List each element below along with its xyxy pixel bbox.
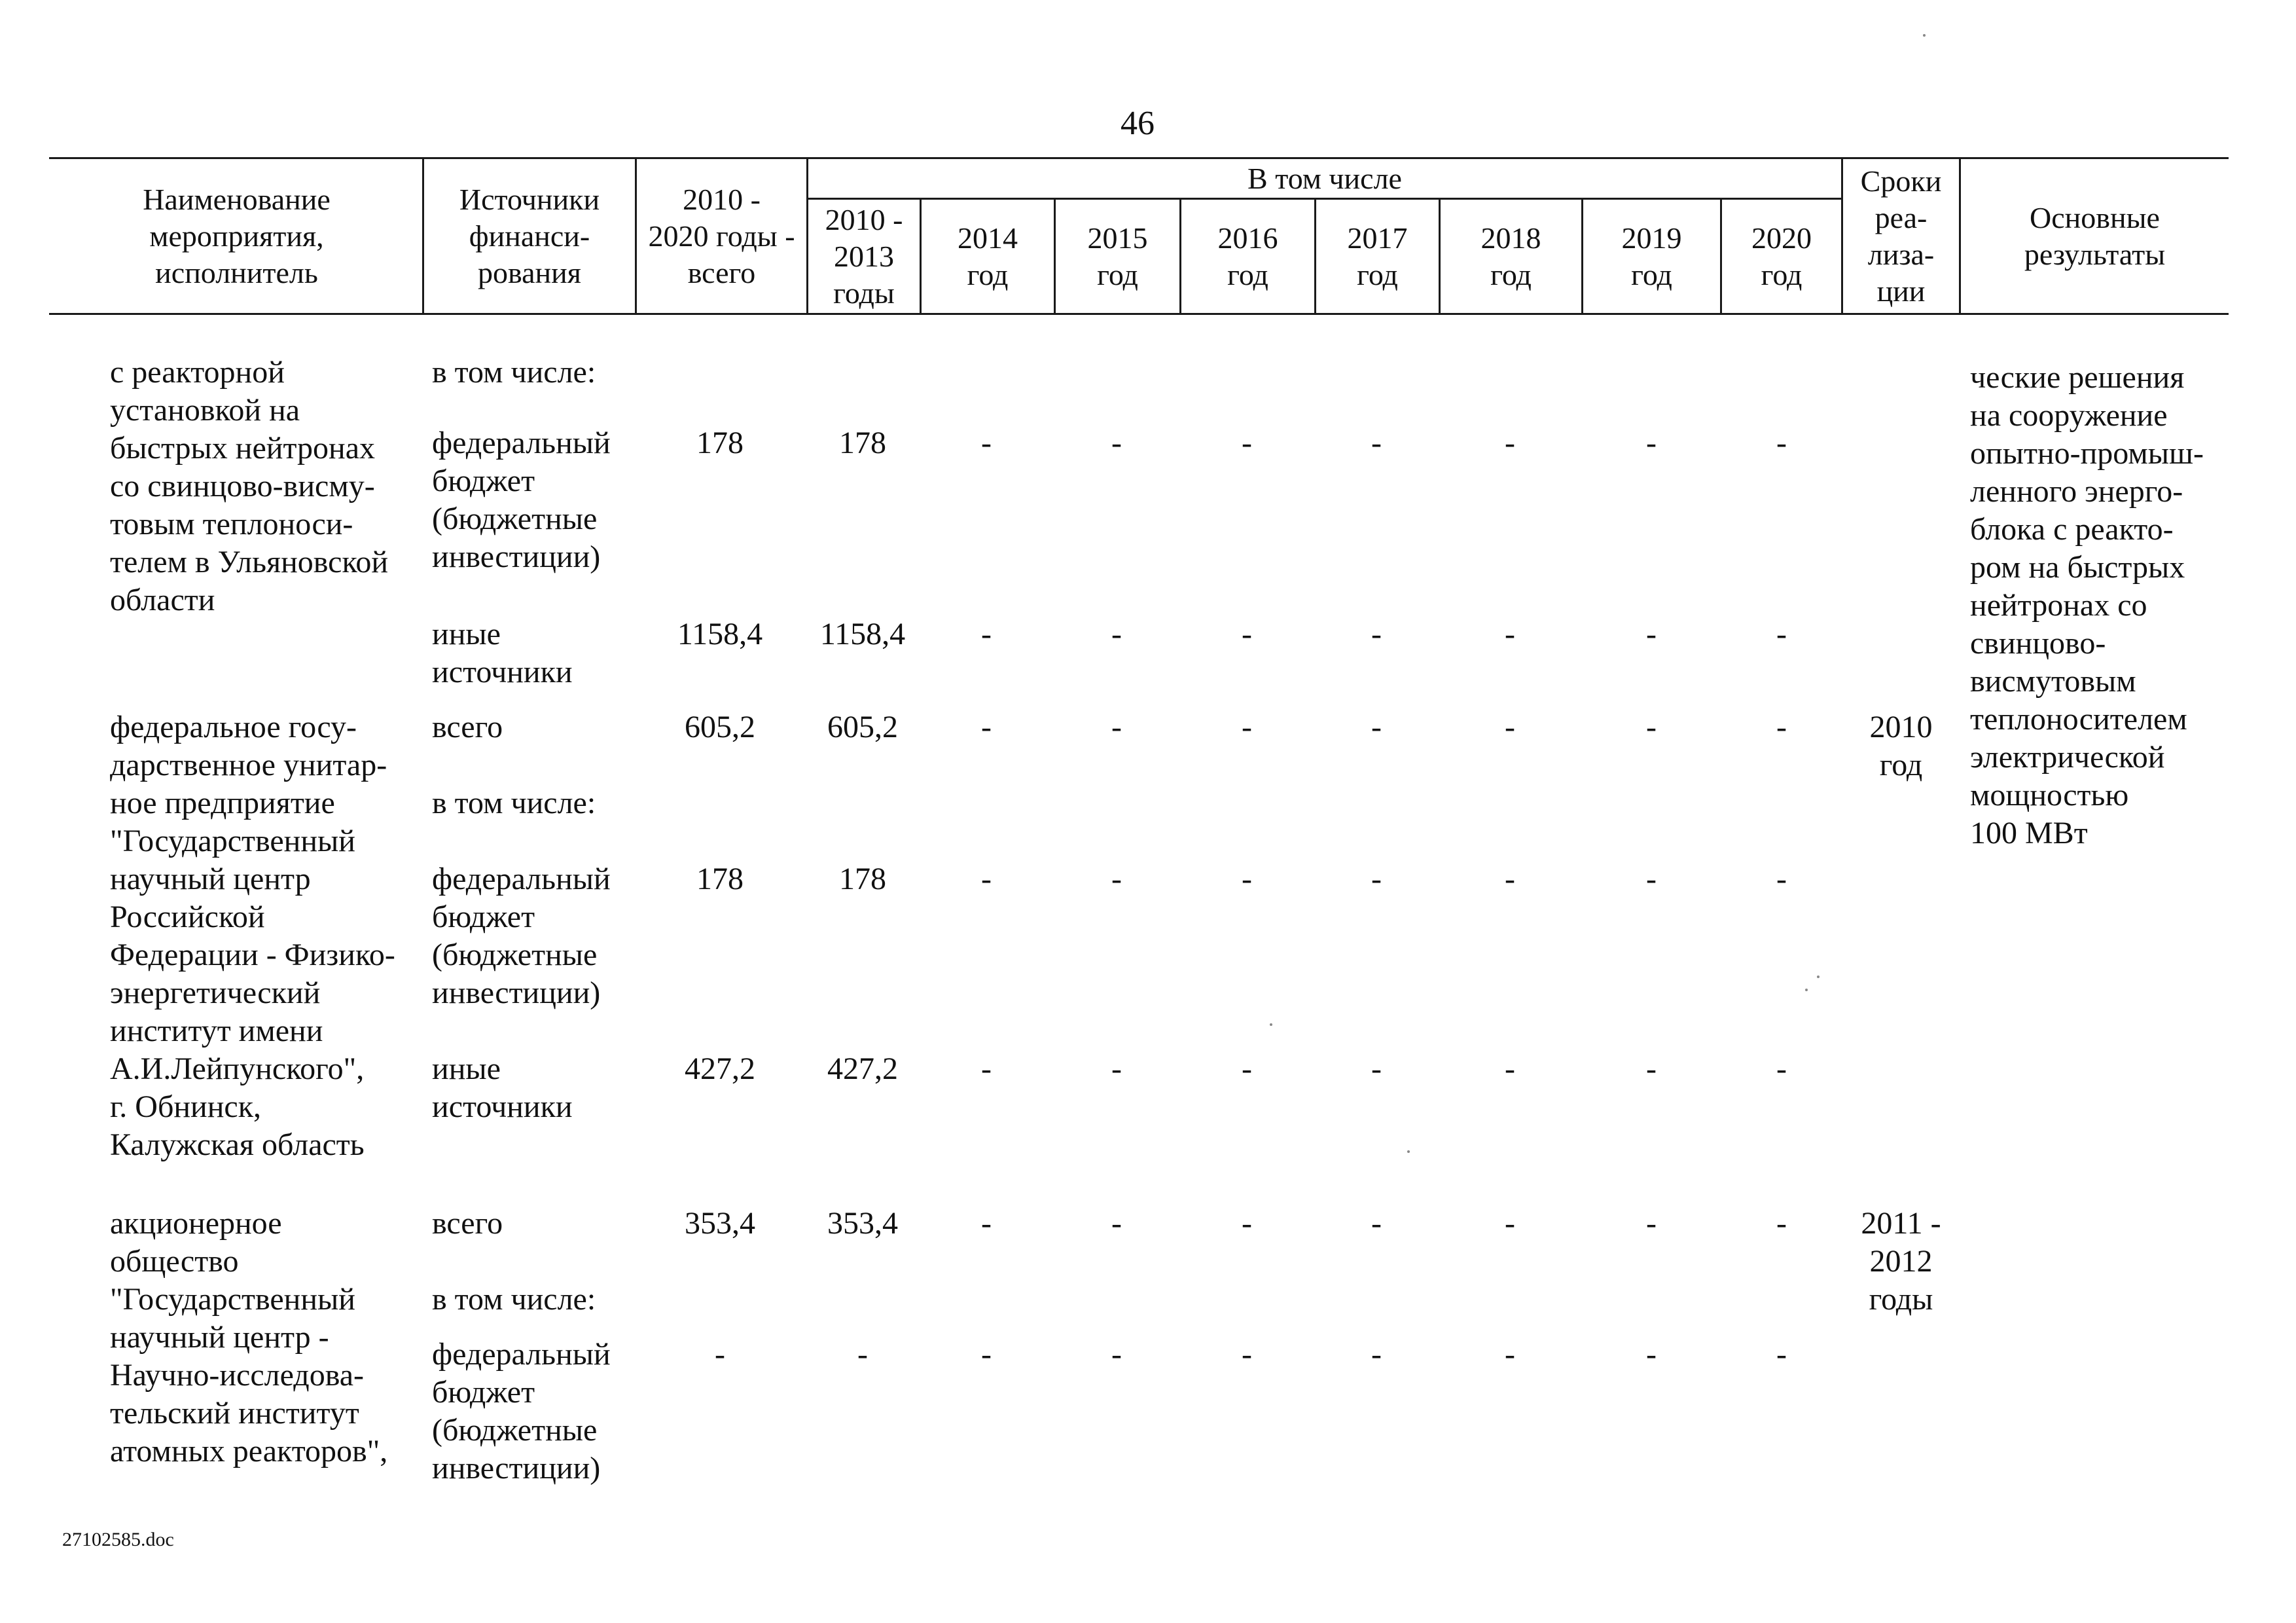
- value-cell: -: [1111, 1206, 1122, 1241]
- value-cell: -: [1776, 1337, 1787, 1372]
- value-cell: -: [981, 862, 992, 896]
- value-cell: -: [1646, 1051, 1657, 1086]
- value-cell: 178: [696, 426, 744, 460]
- header-total-col: 2010 - 2020 годы - всего: [648, 182, 795, 289]
- value-cell: -: [1776, 710, 1787, 744]
- value-cell: -: [1505, 1206, 1515, 1241]
- source-cell: всего: [432, 1206, 503, 1241]
- measure-name-cell: федеральное госу- дарственное унитар- ное предприятие "Государственный научный центр Российской Федерации - Физико- энергетический институт имени А.И.Лейпунского", г. Обнинск, Калужская область: [110, 710, 395, 1162]
- scan-speck: [1270, 1023, 1272, 1026]
- value-cell: -: [1776, 426, 1787, 460]
- value-cell: 1158,4: [677, 617, 763, 651]
- value-cell: -: [981, 1206, 992, 1241]
- source-cell: федеральный бюджет (бюджетные инвестиции): [432, 1337, 611, 1486]
- value-cell: -: [1242, 426, 1252, 460]
- value-cell: -: [981, 1051, 992, 1086]
- header-subcol-2020: 2020 год: [1751, 221, 1812, 291]
- results-cell: ческие решения на сооружение опытно-промыш- ленного энерго- блока с реакто- ром на быстрых нейтронах со свинцово- висмутовым теплоносителем электрической мощностью 100 МВт: [1970, 360, 2204, 850]
- value-cell: -: [1371, 426, 1382, 460]
- value-cell: 605,2: [685, 710, 755, 744]
- value-cell: 605,2: [827, 710, 898, 744]
- header-subcol-2019: 2019 год: [1621, 221, 1682, 291]
- header-including-group: В том числе: [1247, 161, 1402, 195]
- header-subcol-2016: 2016 год: [1217, 221, 1278, 291]
- source-cell: в том числе:: [432, 1282, 596, 1317]
- value-cell: 178: [839, 426, 886, 460]
- page-number: 46: [1121, 105, 1155, 142]
- header-subcol-2010-2013: 2010 - 2013 годы: [825, 202, 903, 310]
- scan-speck: [1407, 1150, 1410, 1153]
- value-cell: 178: [696, 862, 744, 896]
- value-cell: -: [1371, 1051, 1382, 1086]
- value-cell: -: [1776, 1051, 1787, 1086]
- value-cell: -: [1646, 1337, 1657, 1372]
- value-cell: -: [1111, 426, 1122, 460]
- value-cell: -: [1776, 862, 1787, 896]
- scan-speck: [1805, 989, 1808, 991]
- source-cell: всего: [432, 710, 503, 744]
- value-cell: -: [1646, 862, 1657, 896]
- value-cell: -: [1242, 710, 1252, 744]
- value-cell: -: [1111, 617, 1122, 651]
- value-cell: -: [1111, 1337, 1122, 1372]
- source-cell: в том числе:: [432, 786, 596, 820]
- value-cell: -: [1505, 426, 1515, 460]
- value-cell: -: [1111, 1051, 1122, 1086]
- value-cell: -: [1505, 1051, 1515, 1086]
- value-cell: -: [1242, 617, 1252, 651]
- value-cell: 178: [839, 862, 886, 896]
- value-cell: -: [1242, 1051, 1252, 1086]
- value-cell: -: [857, 1337, 868, 1372]
- value-cell: -: [1646, 426, 1657, 460]
- value-cell: -: [1505, 1337, 1515, 1372]
- footer-filename: 27102585.doc: [62, 1529, 174, 1550]
- measure-name-cell: с реакторной установкой на быстрых нейтронах со свинцово-висму- товым теплоноси- телем в Ульяновской области: [110, 355, 389, 617]
- source-cell: в том числе:: [432, 355, 596, 390]
- value-cell: 353,4: [827, 1206, 898, 1241]
- value-cell: -: [1242, 862, 1252, 896]
- header-subcol-2017: 2017 год: [1347, 221, 1408, 291]
- value-cell: -: [1505, 710, 1515, 744]
- header-results-col: Основные результаты: [2024, 200, 2166, 271]
- value-cell: -: [1111, 710, 1122, 744]
- header-bottom-rule: [49, 313, 2229, 315]
- header-subcol-2018: 2018 год: [1480, 221, 1541, 291]
- source-cell: федеральный бюджет (бюджетные инвестиции): [432, 426, 611, 574]
- value-cell: -: [1646, 617, 1657, 651]
- value-cell: 1158,4: [819, 617, 906, 651]
- term-cell: 2011 - 2012 годы: [1861, 1206, 1941, 1317]
- value-cell: -: [981, 710, 992, 744]
- measure-name-cell: акционерное общество "Государственный научный центр - Научно-исследова- тельский институт атомных реакторов",: [110, 1206, 388, 1468]
- value-cell: -: [1371, 710, 1382, 744]
- header-terms-col: Сроки реа- лиза- ции: [1860, 164, 1942, 308]
- value-cell: -: [1776, 617, 1787, 651]
- scan-speck: [1817, 976, 1820, 978]
- value-cell: -: [1646, 710, 1657, 744]
- source-cell: федеральный бюджет (бюджетные инвестиции): [432, 862, 611, 1010]
- header-subcol-2015: 2015 год: [1087, 221, 1148, 291]
- value-cell: -: [1242, 1206, 1252, 1241]
- header-subcol-2014: 2014 год: [958, 221, 1018, 291]
- value-cell: -: [1371, 1337, 1382, 1372]
- value-cell: -: [1646, 1206, 1657, 1241]
- value-cell: -: [1371, 862, 1382, 896]
- value-cell: -: [1505, 862, 1515, 896]
- value-cell: -: [1111, 862, 1122, 896]
- header-name-col: Наименование мероприятия, исполнитель: [143, 182, 331, 289]
- value-cell: -: [1371, 617, 1382, 651]
- value-cell: -: [1505, 617, 1515, 651]
- value-cell: -: [715, 1337, 725, 1372]
- value-cell: -: [1371, 1206, 1382, 1241]
- value-cell: -: [1776, 1206, 1787, 1241]
- source-cell: иные источники: [432, 617, 573, 689]
- header-sources-col: Источники финанси- рования: [459, 182, 600, 289]
- term-cell: 2010 год: [1869, 710, 1933, 782]
- value-cell: -: [1242, 1337, 1252, 1372]
- value-cell: -: [981, 1337, 992, 1372]
- value-cell: -: [981, 617, 992, 651]
- scan-speck: [1923, 34, 1926, 37]
- value-cell: 353,4: [685, 1206, 755, 1241]
- value-cell: 427,2: [685, 1051, 755, 1086]
- source-cell: иные источники: [432, 1051, 573, 1124]
- value-cell: 427,2: [827, 1051, 898, 1086]
- value-cell: -: [981, 426, 992, 460]
